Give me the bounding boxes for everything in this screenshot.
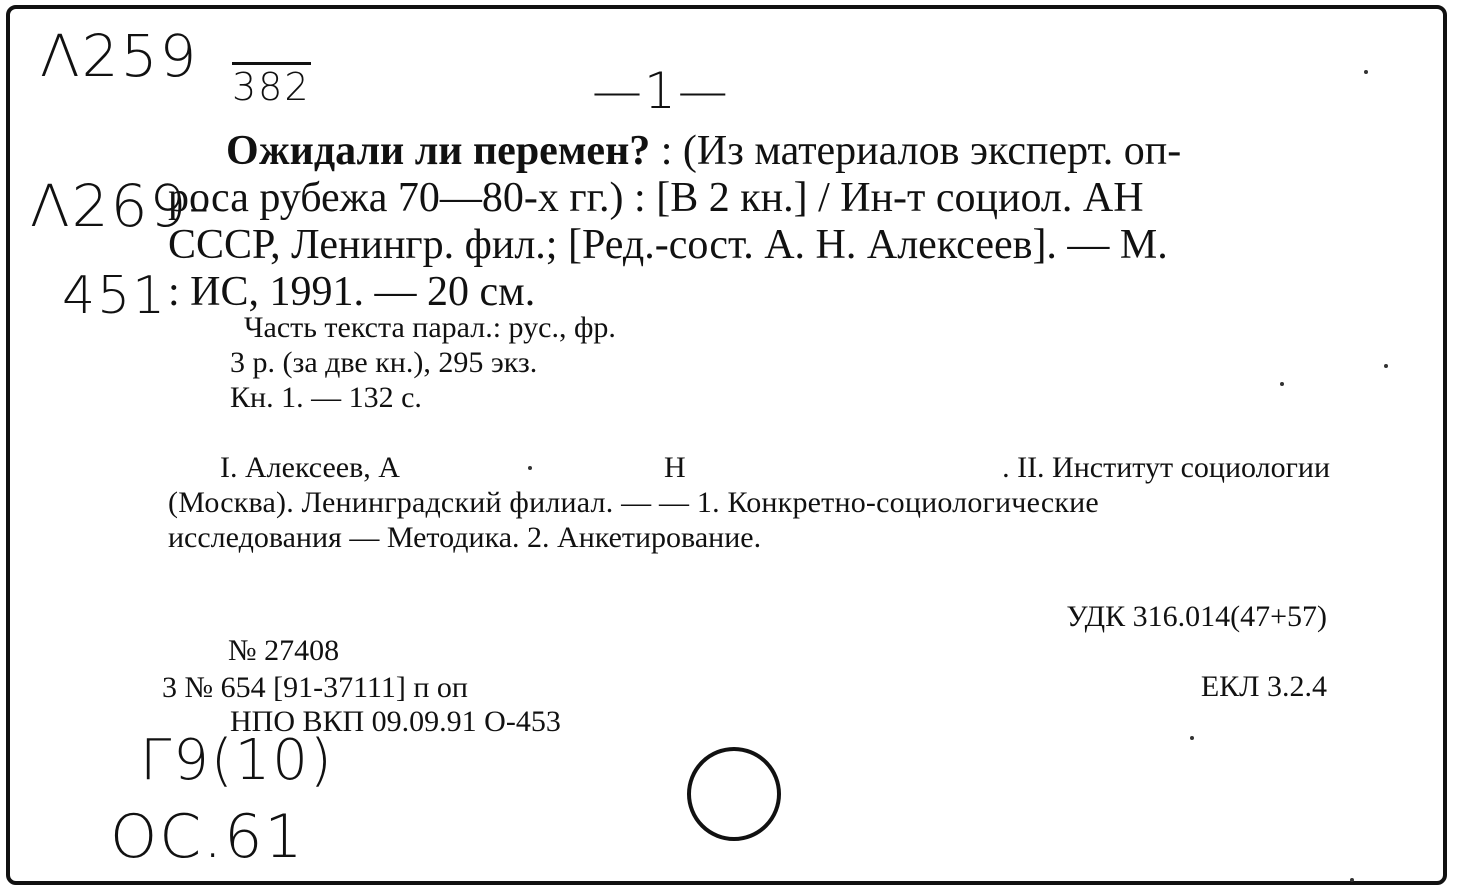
title-line-2: роса рубежа 70—80-х гг.) : [В 2 кн.] / Ин-т социол. АН xyxy=(168,175,1144,221)
notes-block xyxy=(230,310,616,415)
handwritten-margin-2-text: 451 xyxy=(62,266,168,326)
tracing-line-3: исследования — Методика. 2. Анкетирование. xyxy=(168,521,762,554)
speck xyxy=(1190,736,1194,740)
title-block xyxy=(168,128,1181,316)
handwritten-shelfmark-fraction xyxy=(232,62,311,107)
tracing-author: I. Алексеев, А xyxy=(220,451,400,484)
handwritten-bottom-2 xyxy=(110,802,305,872)
handwritten-bottom-2-text: OC.61 xyxy=(110,802,305,872)
handwritten-fraction-text: 382 xyxy=(232,65,311,109)
tracings-block xyxy=(168,450,1330,555)
title-line-4: : ИС, 1991. — 20 см. xyxy=(168,269,536,315)
udk-code: УДК 316.014(47+57) xyxy=(1066,600,1327,633)
handwritten-margin-1-text: Λ269- xyxy=(30,172,212,240)
ekl-code: ЕКЛ 3.2.4 xyxy=(1200,670,1327,703)
printer-info: НПО ВКП 09.09.91 О-453 xyxy=(230,705,561,738)
tracing-institute: . II. Институт социологии xyxy=(1002,451,1330,484)
handwritten-margin-2 xyxy=(62,266,167,326)
title-main: Ожидали ли перемен? xyxy=(226,128,651,174)
handwritten-shelfmark-main: Λ259 xyxy=(40,22,199,90)
speck xyxy=(1384,364,1388,368)
card-hole-circle xyxy=(684,744,784,844)
handwritten-card-number xyxy=(592,62,730,120)
tracing-line-2: (Москва). Ленинградский филиал. — — 1. Конкретно-социологические xyxy=(168,486,1099,519)
handwritten-bottom-1-text: Γ9(10) xyxy=(140,728,334,793)
title-subtitle: : (Из материалов эксперт. оп- xyxy=(650,128,1182,174)
speck xyxy=(1364,70,1368,74)
title-line-3: СССР, Ленингр. фил.; [Ред.-сост. А. Н. Алексеев]. — М. xyxy=(168,222,1168,268)
title-line-1 xyxy=(168,128,1181,175)
speck xyxy=(1280,382,1284,386)
tracing-line-1 xyxy=(168,450,1330,485)
note-language: Часть текста парал.: рус., фр. xyxy=(244,311,616,344)
note-price: 3 р. (за две кн.), 295 экз. xyxy=(230,346,538,379)
tracing-initial: Н xyxy=(664,451,686,484)
card-number: № 27408 xyxy=(228,634,340,667)
note-volume: Кн. 1. — 132 с. xyxy=(230,381,422,414)
handwritten-card-number-text: —1— xyxy=(592,62,730,120)
print-order: 3 № 654 [91-37111] п оп xyxy=(162,671,468,704)
speck xyxy=(1350,878,1354,882)
speck xyxy=(528,466,532,470)
handwritten-shelfmark xyxy=(40,22,198,90)
